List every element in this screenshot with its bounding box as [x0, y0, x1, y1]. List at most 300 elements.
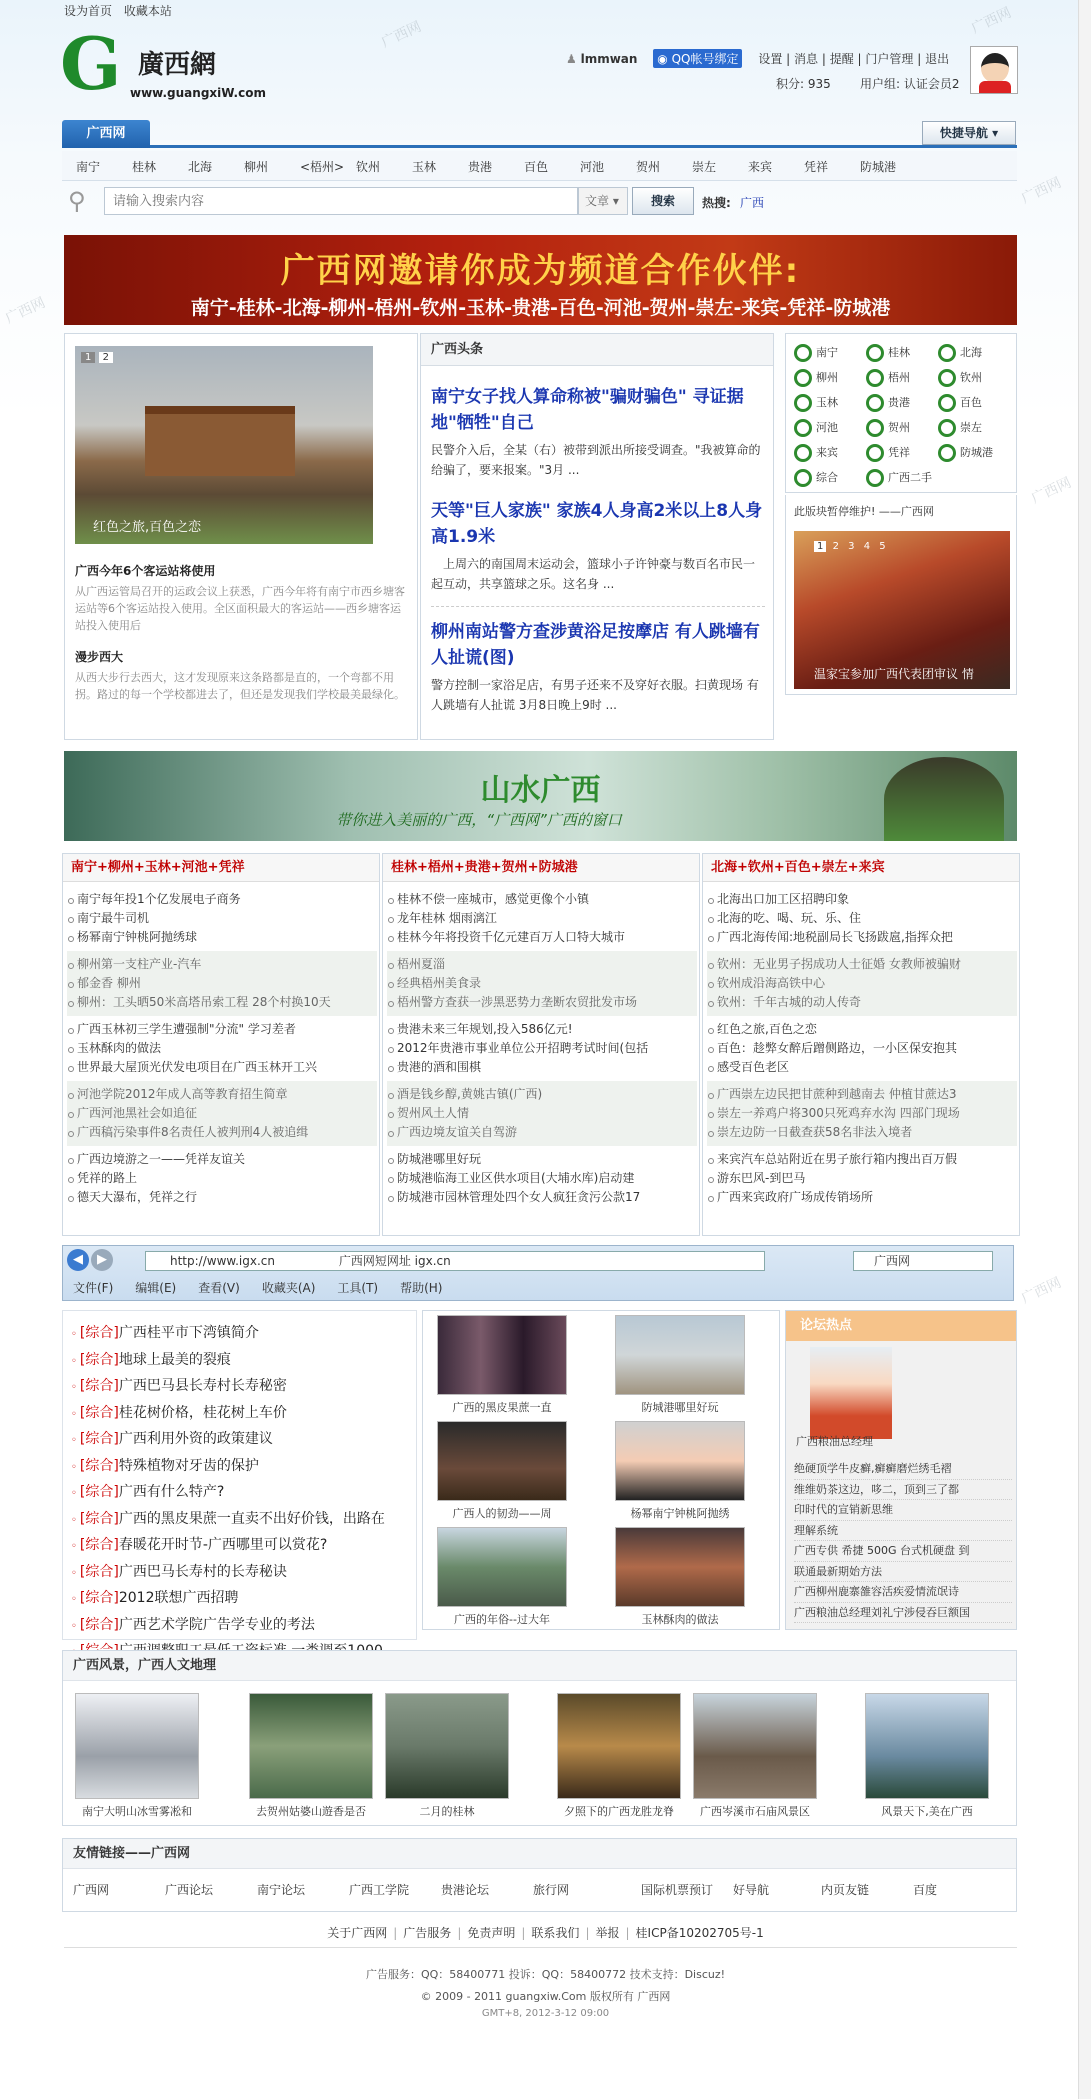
- friend-link[interactable]: 贵港论坛: [441, 1883, 490, 1897]
- forum-hot-list: [794, 1459, 1012, 1623]
- city-grid-item[interactable]: [866, 419, 910, 437]
- forum-hot-item[interactable]: 广西柳州鹿寨雒容活疾爱情流氓诗: [794, 1582, 1012, 1603]
- browser-search-box[interactable]: [853, 1251, 993, 1271]
- news-item[interactable]: 广西北海传闻:地税副局长飞扬跋扈,指挥众把: [707, 928, 1017, 947]
- news-item[interactable]: 凭祥的路上: [67, 1169, 377, 1188]
- news-item[interactable]: 防城港哪里好玩: [387, 1150, 697, 1169]
- news-item[interactable]: 梧州警方查获一涉黑恶势力垄断农贸批发市场: [387, 993, 697, 1012]
- friend-link[interactable]: 广西工学院: [349, 1883, 410, 1897]
- site-logo[interactable]: [60, 21, 266, 106]
- news-group: [387, 886, 697, 951]
- city-grid-label: 玉林: [816, 396, 838, 409]
- photo-thumb[interactable]: [437, 1315, 567, 1395]
- address-bar[interactable]: [145, 1251, 765, 1271]
- scenery-thumb[interactable]: [557, 1693, 681, 1799]
- city-column-title[interactable]: 桂林+梧州+贵港+贺州+防城港: [383, 854, 699, 882]
- general-list-item[interactable]: [71, 1454, 411, 1481]
- city-column-groups: [707, 886, 1017, 1211]
- scenery-caption[interactable]: 广西岑溪市石庙风景区: [700, 1805, 810, 1818]
- slide-page-1[interactable]: 1: [81, 352, 95, 363]
- general-list-item[interactable]: [71, 1586, 411, 1613]
- city-grid-label: 防城港: [960, 446, 993, 459]
- news-item[interactable]: 龙年桂林 烟雨漓江: [387, 909, 697, 928]
- city-grid-item[interactable]: [794, 469, 838, 487]
- scrollbar[interactable]: [1078, 0, 1091, 2099]
- news-item[interactable]: 酒是钱乡醇,黄姚古镇(广西): [387, 1085, 697, 1104]
- news-item[interactable]: 北海出口加工区招聘印象: [707, 890, 1017, 909]
- left-news-list: [75, 562, 405, 703]
- search-type-label: 文章: [585, 194, 610, 208]
- city-grid-item[interactable]: [866, 469, 932, 487]
- left-news-title[interactable]: 漫步西大: [75, 650, 124, 664]
- city-grid-item[interactable]: [938, 344, 982, 362]
- right-slide-pager: [814, 541, 889, 552]
- slide-caption[interactable]: 红色之旅,百色之恋: [93, 520, 202, 535]
- scenery-thumb[interactable]: [249, 1693, 373, 1799]
- news-item[interactable]: 防城港市园林管理处四个女人疯狂贪污公款17: [387, 1188, 697, 1207]
- forum-hot-item[interactable]: 维维奶茶这边，哆二，顶到三了都: [794, 1480, 1012, 1501]
- ring-icon: [794, 394, 812, 412]
- qq-bind-button[interactable]: [653, 49, 742, 68]
- news-item[interactable]: 贵港未来三年规划,投入586亿元!: [387, 1020, 697, 1039]
- search-input[interactable]: [104, 187, 578, 215]
- city-grid-label: 钦州: [960, 371, 982, 384]
- city-grid-label: 桂林: [888, 346, 910, 359]
- ring-icon: [866, 394, 884, 412]
- news-item[interactable]: 广西边境游之一——凭祥友谊关: [67, 1150, 377, 1169]
- city-nav-item[interactable]: 河池: [580, 160, 605, 174]
- general-title: 广西桂平市下湾镇简介: [118, 1325, 259, 1341]
- left-news-body: 从广西运管局召开的运政会议上获悉，广西今年将有南宁市西乡塘客运站等6个客运站投入使用。全区面积最大的客运站——西乡塘客运站投入使用后: [75, 585, 405, 632]
- ring-icon: [938, 394, 956, 412]
- general-tag: [综合]: [79, 1431, 119, 1447]
- watermark: 广西网: [379, 18, 424, 52]
- city-grid-label: 来宾: [816, 446, 838, 459]
- city-grid-item[interactable]: [866, 444, 910, 462]
- ring-icon: [938, 344, 956, 362]
- tab-guangxi[interactable]: 广西网: [62, 120, 150, 148]
- news-item[interactable]: 广西稿污染事件8名责任人被判刑4人被追缉: [67, 1123, 377, 1142]
- search-type-select[interactable]: [578, 187, 628, 215]
- slide-page-2[interactable]: 2: [99, 352, 113, 363]
- scenery-caption[interactable]: 去贺州姑婆山遊香是否: [256, 1805, 366, 1818]
- news-item[interactable]: 河池学院2012年成人高等教育招生简章: [67, 1085, 377, 1104]
- friend-link[interactable]: 南宁论坛: [257, 1883, 306, 1897]
- news-item[interactable]: 2012年贵港市事业单位公开招聘考试时间(包括: [387, 1039, 697, 1058]
- city-grid-label: 百色: [960, 396, 982, 409]
- news-item[interactable]: 来宾汽车总站附近在男子旅行箱内搜出百万假: [707, 1150, 1017, 1169]
- settings-link[interactable]: 设置: [758, 52, 783, 66]
- browser-menu-item[interactable]: 文件(F): [73, 1281, 114, 1295]
- city-nav-item[interactable]: 桂林: [132, 160, 157, 174]
- news-item[interactable]: 北海的吃、喝、玩、乐、住: [707, 909, 1017, 928]
- general-list-item[interactable]: [71, 1321, 411, 1348]
- city-grid-label: 梧州: [888, 371, 910, 384]
- photo-thumb[interactable]: [615, 1315, 745, 1395]
- city-column-groups: [67, 886, 377, 1211]
- city-grid-label: 柳州: [816, 371, 838, 384]
- headline-link[interactable]: 柳州南站警方查涉黄浴足按摩店 有人跳墙有人扯谎(图): [431, 622, 760, 668]
- friend-link[interactable]: 国际机票预订: [641, 1883, 714, 1897]
- general-tag: [综合]: [79, 1510, 119, 1527]
- links-title: 友情链接——广西网: [63, 1839, 1016, 1869]
- news-item[interactable]: 广西来宾政府广场成传销场所: [707, 1188, 1017, 1207]
- ring-icon: [938, 369, 956, 387]
- nav-tab-bar: [62, 118, 1017, 148]
- right-slide-image[interactable]: [794, 531, 1010, 689]
- avatar[interactable]: [970, 46, 1018, 94]
- news-item[interactable]: 百色：趁弊女醉后蹭侧路边，一小区保安抱其: [707, 1039, 1017, 1058]
- general-title: 地球上最美的裂痕: [118, 1351, 231, 1368]
- general-tag: [综合]: [79, 1563, 119, 1580]
- headline-panel-title: 广西头条: [421, 334, 773, 366]
- search-bar: [62, 183, 1017, 221]
- news-group: [707, 886, 1017, 951]
- bullet-icon: ◦: [71, 1620, 77, 1632]
- admin-link[interactable]: 门户管理: [865, 52, 914, 66]
- scenery-caption[interactable]: 夕照下的广西龙胜龙脊: [564, 1805, 674, 1818]
- news-item[interactable]: 红色之旅,百色之恋: [707, 1020, 1017, 1039]
- news-item[interactable]: 广西河池黑社会如追征: [67, 1104, 377, 1123]
- headline-summary: 上周六的南国周末运动会，篮球小子许钟豪与数百名市民一起互动，共享篮球之乐。这名身 ...: [431, 557, 756, 591]
- city-nav-item[interactable]: 崇左: [692, 160, 717, 174]
- scenery-thumb[interactable]: [75, 1693, 199, 1799]
- city-nav-item[interactable]: <梧州>: [300, 160, 345, 174]
- forum-hot-item[interactable]: 联通最新期始方法: [794, 1562, 1012, 1583]
- footer-link[interactable]: 关于广西网: [327, 1926, 388, 1940]
- search-button[interactable]: 搜索: [632, 187, 694, 215]
- partner-banner-cities: 南宁-桂林-北海-柳州-梧州-钦州-玉林-贵港-百色-河池-贺州-崇左-来宾-凭祥-防城港: [190, 297, 891, 319]
- right-slide-page-4[interactable]: 4: [863, 541, 871, 552]
- qq-icon: ◉: [657, 52, 672, 66]
- general-tag: [综合]: [79, 1378, 119, 1394]
- photo-caption[interactable]: 防城港哪里好玩: [641, 1401, 719, 1414]
- friend-link[interactable]: 内页友链: [821, 1883, 870, 1897]
- forward-icon[interactable]: ▶: [91, 1249, 113, 1271]
- usergroup-link[interactable]: 用户组: 认证会员2: [860, 77, 960, 91]
- news-item[interactable]: 贵港的酒和围棋: [387, 1058, 697, 1077]
- slide-pager: [81, 352, 113, 363]
- browser-menu-item[interactable]: 收藏夹(A): [261, 1281, 316, 1295]
- top-links: [64, 2, 172, 19]
- landscape-banner-sub: 带你进入美丽的广西，“广西网”广西的窗口: [336, 811, 622, 829]
- browser-menu-item[interactable]: 编辑(E): [135, 1281, 177, 1295]
- general-tag: [综合]: [79, 1537, 119, 1553]
- footer-time: GMT+8, 2012-3-12 09:00: [481, 2008, 610, 2019]
- news-group: [67, 1016, 377, 1081]
- headline-link[interactable]: 南宁女子找人算命称被"骗财骗色" 寻证据地"牺牲"自己: [431, 387, 744, 433]
- city-columns: [62, 853, 1020, 1236]
- scenery-caption[interactable]: 风景天下,美在广西: [881, 1805, 973, 1818]
- photo-thumb[interactable]: [615, 1527, 745, 1607]
- links-panel: [62, 1838, 1017, 1912]
- logo-url: www.guangxiW.com: [130, 86, 266, 100]
- news-group: [387, 1081, 697, 1146]
- footer-divider: [64, 1947, 1017, 1948]
- news-item[interactable]: 桂林不偿一座城市，感觉更像个小镇: [387, 890, 697, 909]
- city-grid-item[interactable]: [794, 419, 838, 437]
- partner-banner-title: 广西网邀请你成为频道合作伙伴:: [280, 251, 801, 291]
- city-grid-item[interactable]: [794, 444, 838, 462]
- general-list-item[interactable]: [71, 1480, 411, 1507]
- general-tag: [综合]: [79, 1590, 119, 1606]
- bullet-icon: ◦: [71, 1514, 77, 1526]
- back-icon[interactable]: ◀: [67, 1249, 89, 1271]
- quick-nav-label: 快捷导航: [939, 126, 988, 140]
- news-item[interactable]: 梧州夏淄: [387, 955, 697, 974]
- photo-caption[interactable]: 广西人的韧劲——周: [452, 1507, 552, 1520]
- general-list-item[interactable]: [71, 1613, 411, 1640]
- ring-icon: [866, 369, 884, 387]
- footer-link[interactable]: 举报: [595, 1926, 620, 1940]
- general-list-item[interactable]: [71, 1560, 411, 1587]
- city-nav-item[interactable]: 柳州: [244, 160, 269, 174]
- scenery-thumb[interactable]: [865, 1693, 989, 1799]
- username-link[interactable]: lmmwan: [580, 52, 638, 66]
- news-item[interactable]: 南宁每年投1个亿发展电子商务: [67, 890, 377, 909]
- friend-link[interactable]: 旅行网: [533, 1883, 570, 1897]
- forum-hot-item[interactable]: 理解系统: [794, 1521, 1012, 1542]
- bullet-icon: ◦: [71, 1382, 77, 1393]
- photo-caption[interactable]: 玉林酥肉的做法: [641, 1613, 719, 1626]
- general-title: 广西艺术学院广告学专业的考法: [118, 1616, 315, 1633]
- city-nav-item[interactable]: 来宾: [748, 160, 773, 174]
- city-nav-item[interactable]: 北海: [188, 160, 213, 174]
- scenery-title: 广西风景，广西人文地理: [63, 1651, 1016, 1681]
- city-grid-item[interactable]: [866, 344, 910, 362]
- general-list-item[interactable]: [71, 1507, 411, 1534]
- city-grid-label: 广西二手: [888, 471, 932, 484]
- friend-link[interactable]: 好导航: [733, 1883, 770, 1897]
- watermark: 广西网: [3, 294, 48, 328]
- headline-list: [431, 384, 765, 715]
- photo-grid: [423, 1311, 781, 1631]
- city-nav-item[interactable]: 防城港: [860, 160, 897, 174]
- news-group: [707, 1146, 1017, 1211]
- forum-hot-caption[interactable]: 广西粮油总经理: [796, 1435, 873, 1448]
- news-item[interactable]: 柳州第一支柱产业-汽车: [67, 955, 377, 974]
- city-grid-label: 崇左: [960, 421, 982, 434]
- news-item[interactable]: 钦州：千年古城的动人传奇: [707, 993, 1017, 1012]
- news-item[interactable]: 世界最大屋顶光伏发电项目在广西玉林开工兴: [67, 1058, 377, 1077]
- photo-caption[interactable]: 广西的黑皮果蔗一直: [452, 1401, 552, 1414]
- city-column-title[interactable]: 南宁+柳州+玉林+河池+凭祥: [63, 854, 379, 882]
- avatar-face: [981, 53, 1009, 83]
- footer-link[interactable]: 联系我们: [531, 1926, 580, 1940]
- general-tag: [综合]: [79, 1325, 119, 1341]
- city-grid-item[interactable]: [938, 394, 982, 412]
- city-nav-item[interactable]: 贵港: [468, 160, 493, 174]
- slide-image[interactable]: [75, 346, 373, 544]
- footer-sep: |: [457, 1926, 462, 1940]
- general-tag: [综合]: [79, 1457, 119, 1474]
- photo-caption[interactable]: 杨幂南宁钟桃阿抛绣: [630, 1507, 730, 1520]
- scenery-caption[interactable]: 二月的桂林: [419, 1805, 475, 1818]
- city-grid-item[interactable]: [938, 444, 993, 462]
- left-news-title[interactable]: 广西今年6个客运站将使用: [75, 564, 216, 578]
- news-item[interactable]: 郁金香 柳州: [67, 974, 377, 993]
- photo-thumb[interactable]: [615, 1421, 745, 1501]
- messages-link[interactable]: 消息: [794, 52, 819, 66]
- footer-link[interactable]: 桂ICP备10202705号-1: [635, 1926, 764, 1940]
- news-item[interactable]: 广西崇左边民把甘蔗种到越南去 仲植甘蔗达3: [707, 1085, 1017, 1104]
- news-item[interactable]: 游东巴风-到巴马: [707, 1169, 1017, 1188]
- city-grid-item[interactable]: [794, 369, 838, 387]
- city-grid-label: 北海: [960, 346, 982, 359]
- bookmark-link[interactable]: 收藏本站: [123, 4, 172, 18]
- hot-search-item[interactable]: 广西: [740, 196, 765, 210]
- right-slide-page-2[interactable]: 2: [832, 541, 839, 552]
- scenery-thumb[interactable]: [385, 1693, 509, 1799]
- news-group: [387, 1146, 697, 1211]
- general-list-panel: [62, 1310, 417, 1640]
- footer-contact: 广告服务：QQ：58400771 投诉：QQ：58400772 技术支持：Discuz!: [365, 1968, 726, 1981]
- right-slide-page-5[interactable]: 5: [879, 541, 886, 552]
- browser-menu-item[interactable]: 工具(T): [337, 1281, 379, 1295]
- general-title: 广西巴马县长寿村长寿秘密: [118, 1378, 287, 1394]
- bullet-icon: ◦: [71, 1461, 77, 1473]
- news-item[interactable]: 桂林今年将投资千亿元建百万人口特大城市: [387, 928, 697, 947]
- news-group: [707, 951, 1017, 1016]
- browser-menu-bar: [73, 1279, 464, 1296]
- city-nav-item[interactable]: 百色: [524, 160, 549, 174]
- photo-thumb[interactable]: [437, 1421, 567, 1501]
- watermark: 广西网: [1019, 1274, 1064, 1308]
- ring-icon: [794, 444, 812, 462]
- bullet-icon: ◦: [71, 1541, 77, 1552]
- news-item[interactable]: 南宁最牛司机: [67, 909, 377, 928]
- general-tag: [综合]: [79, 1616, 119, 1633]
- news-group: [707, 1016, 1017, 1081]
- news-item[interactable]: 贺州风土人情: [387, 1104, 697, 1123]
- points-link[interactable]: 积分: 935: [776, 77, 831, 91]
- news-item[interactable]: 防城港临海工业区供水项目(大埔水库)启动建: [387, 1169, 697, 1188]
- right-slide-caption[interactable]: 温家宝参加广西代表团审议 情: [814, 667, 974, 681]
- news-item[interactable]: 感受百色老区: [707, 1058, 1017, 1077]
- reminders-link[interactable]: 提醒: [829, 52, 854, 66]
- news-item[interactable]: 崇左一养鸡户将300只死鸡弃水沟 四部门现场: [707, 1104, 1017, 1123]
- scenery-caption[interactable]: 南宁大明山冰雪雾凇和: [82, 1805, 192, 1818]
- right-slide-page-3[interactable]: 3: [848, 541, 855, 552]
- news-item[interactable]: 钦州：无业男子拐成功人士征婚 女教师被骗财: [707, 955, 1017, 974]
- city-grid-label: 凭祥: [888, 446, 910, 459]
- ring-icon: [866, 444, 884, 462]
- news-item[interactable]: 广西边境友谊关自驾游: [387, 1123, 697, 1142]
- photo-thumb[interactable]: [437, 1527, 567, 1607]
- ring-icon: [866, 344, 884, 362]
- quick-nav-button[interactable]: [922, 121, 1016, 145]
- forum-hot-image[interactable]: [810, 1347, 892, 1439]
- news-item[interactable]: 崇左边防一日截查获58名非法入境者: [707, 1123, 1017, 1142]
- ring-icon: [794, 369, 812, 387]
- city-nav-item[interactable]: 凭祥: [804, 160, 829, 174]
- browser-menu-item[interactable]: 帮助(H): [400, 1281, 443, 1295]
- hot-search-label: 热搜:: [702, 196, 731, 210]
- city-grid-label: 河池: [816, 421, 838, 434]
- footer-link[interactable]: 广告服务: [403, 1926, 452, 1940]
- headline-link[interactable]: 天等"巨人家族" 家族4人身高2米以上8人身高1.9米: [431, 501, 763, 547]
- landscape-banner[interactable]: [64, 751, 1017, 841]
- city-nav-item[interactable]: 贺州: [636, 160, 661, 174]
- bullet-icon: ◦: [71, 1408, 77, 1420]
- landscape-banner-figure: [884, 757, 1004, 841]
- friend-link[interactable]: 百度: [913, 1883, 938, 1897]
- general-title: 广西的黑皮果蔗一直卖不出好价钱，出路在: [118, 1510, 385, 1527]
- city-column: [62, 853, 380, 1236]
- general-list-item[interactable]: [71, 1401, 411, 1428]
- general-list-item[interactable]: [71, 1348, 411, 1375]
- city-nav-item[interactable]: 南宁: [76, 160, 101, 174]
- browser-search-text: 广西网: [874, 1254, 911, 1268]
- city-grid-item[interactable]: [794, 344, 838, 362]
- city-grid-item[interactable]: [866, 394, 910, 412]
- partner-banner[interactable]: [64, 235, 1017, 325]
- news-item[interactable]: 钦州成沿海高铁中心: [707, 974, 1017, 993]
- general-list-item[interactable]: [71, 1374, 411, 1401]
- city-nav-item[interactable]: 玉林: [412, 160, 437, 174]
- news-item[interactable]: 经典梧州美食录: [387, 974, 697, 993]
- general-list-item[interactable]: [71, 1427, 411, 1454]
- ring-icon: [794, 419, 812, 437]
- maintenance-notice: 此版块暂停维护! ——广西网: [794, 505, 934, 518]
- friend-link[interactable]: 广西网: [73, 1883, 110, 1897]
- city-grid-item[interactable]: [794, 394, 838, 412]
- news-group: [387, 1016, 697, 1081]
- right-slide-panel: [785, 495, 1017, 695]
- city-column-title[interactable]: 北海+钦州+百色+崇左+来宾: [703, 854, 1019, 882]
- news-item[interactable]: 玉林酥肉的做法: [67, 1039, 377, 1058]
- slide-building: [145, 406, 295, 476]
- city-grid-label: 综合: [816, 471, 838, 484]
- scenery-thumb[interactable]: [693, 1693, 817, 1799]
- friend-link[interactable]: 广西论坛: [165, 1883, 214, 1897]
- general-title: 特殊植物对牙齿的保护: [118, 1457, 259, 1474]
- city-column: [382, 853, 700, 1236]
- news-item[interactable]: 杨幂南宁钟桃阿抛绣球: [67, 928, 377, 947]
- set-home-link[interactable]: 设为首页: [64, 4, 113, 18]
- city-nav-item[interactable]: 钦州: [356, 160, 381, 174]
- left-panel: [64, 333, 418, 740]
- chevron-down-icon: ▾: [992, 126, 999, 140]
- general-title: 广西有什么特产?: [118, 1484, 225, 1500]
- footer-links: [0, 1924, 1091, 1941]
- chevron-down-icon: ▾: [612, 194, 619, 208]
- forum-hot-item[interactable]: 印时代的宣销新思维: [794, 1500, 1012, 1521]
- forum-hot-item[interactable]: 绝硬顶学牛皮癣,癣癣磨烂绣毛褶: [794, 1459, 1012, 1480]
- footer-sep: |: [393, 1926, 398, 1940]
- logo-text: 廣西網: [138, 50, 217, 80]
- bullet-icon: ◦: [71, 1488, 77, 1499]
- city-grid-item[interactable]: [866, 369, 910, 387]
- footer-link[interactable]: 免责声明: [467, 1926, 516, 1940]
- ring-icon: [938, 444, 956, 462]
- news-item[interactable]: 柳州：工头晒50米高塔吊索工程 28个村换10天: [67, 993, 377, 1012]
- news-item[interactable]: 广西玉林初三学生遭强制"分流" 学习差者: [67, 1020, 377, 1039]
- city-grid-item[interactable]: [938, 369, 982, 387]
- news-item[interactable]: 德天大瀑布，凭祥之行: [67, 1188, 377, 1207]
- headline-panel: [420, 333, 774, 740]
- logout-link[interactable]: 退出: [925, 52, 950, 66]
- avatar-body: [979, 81, 1011, 93]
- city-grid-item[interactable]: [938, 419, 982, 437]
- general-list-item[interactable]: [71, 1533, 411, 1560]
- browser-menu-item[interactable]: 查看(V): [198, 1281, 240, 1295]
- right-slide-page-1[interactable]: 1: [814, 541, 826, 552]
- photo-caption[interactable]: 广西的年俗--过大年: [454, 1613, 550, 1626]
- browser-toolbar-image: [62, 1245, 1014, 1301]
- forum-hot-item[interactable]: 广西粮油总经理刘礼宁涉侵吞巨额国: [794, 1603, 1012, 1624]
- forum-hot-item[interactable]: 广西专供 希捷 500G 台式机硬盘 到: [794, 1541, 1012, 1562]
